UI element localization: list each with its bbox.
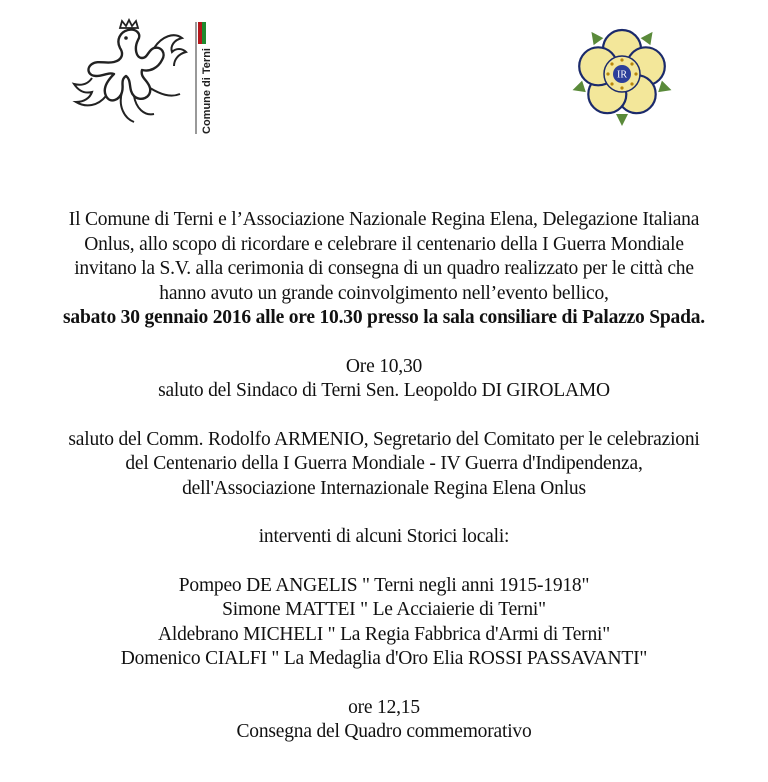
comm-greeting-line: saluto del Comm. Rodolfo ARMENIO, Segretario del Comitato per le celebrazioni — [68, 428, 700, 450]
speaker-item: Domenico CIALFI " La Medaglia d'Oro Elia ROSSI PASSAVANTI" — [120, 648, 648, 669]
speaker-item: Simone MATTEI " Le Acciaierie di Terni" — [222, 599, 546, 620]
start-time: Ore 10,30 — [345, 355, 423, 377]
speaker-item: Aldebrano MICHELI " La Regia Fabbrica d'Armi di Terni" — [157, 623, 611, 645]
rose-emblem-logo — [563, 18, 681, 130]
rose-emblem-icon — [563, 18, 681, 130]
terni-dragon-icon — [62, 18, 212, 138]
emblem-initials: IR — [617, 69, 627, 81]
event-date-line: sabato 30 gennaio 2016 alle ore 10.30 presso la sala consiliare di Palazzo Spada. — [63, 307, 705, 328]
closing-time: ore 12,15 — [348, 696, 420, 718]
intro-line: Onlus, allo scopo di ricordare e celebrare il centenario della I Guerra Mondiale — [84, 233, 684, 255]
intro-line: invitano la S.V. alla cerimonia di consegna di un quadro realizzato per le città che — [74, 258, 694, 279]
invitation-text — [0, 208, 768, 745]
intro-line: Il Comune di Terni e l’Associazione Nazionale Regina Elena, Delegazione Italiana — [68, 209, 700, 230]
closing-line: Consegna del Quadro commemorativo — [236, 721, 532, 742]
comm-greeting-line: dell'Associazione Internazionale Regina Elena Onlus — [182, 477, 586, 499]
comune-di-terni-logo — [62, 18, 212, 138]
speaker-item: Pompeo DE ANGELIS " Terni negli anni 1915-1918" — [178, 574, 590, 596]
intro-line: hanno avuto un grande coinvolgimento nell’evento bellico, — [159, 282, 609, 304]
logo-caption: Comune di Terni — [201, 48, 212, 134]
mayor-greeting: saluto del Sindaco di Terni Sen. Leopoldo DI GIROLAMO — [158, 380, 610, 401]
historians-intro: interventi di alcuni Storici locali: — [258, 526, 510, 547]
comm-greeting-line: del Centenario della I Guerra Mondiale - IV Guerra d'Indipendenza, — [125, 453, 643, 474]
